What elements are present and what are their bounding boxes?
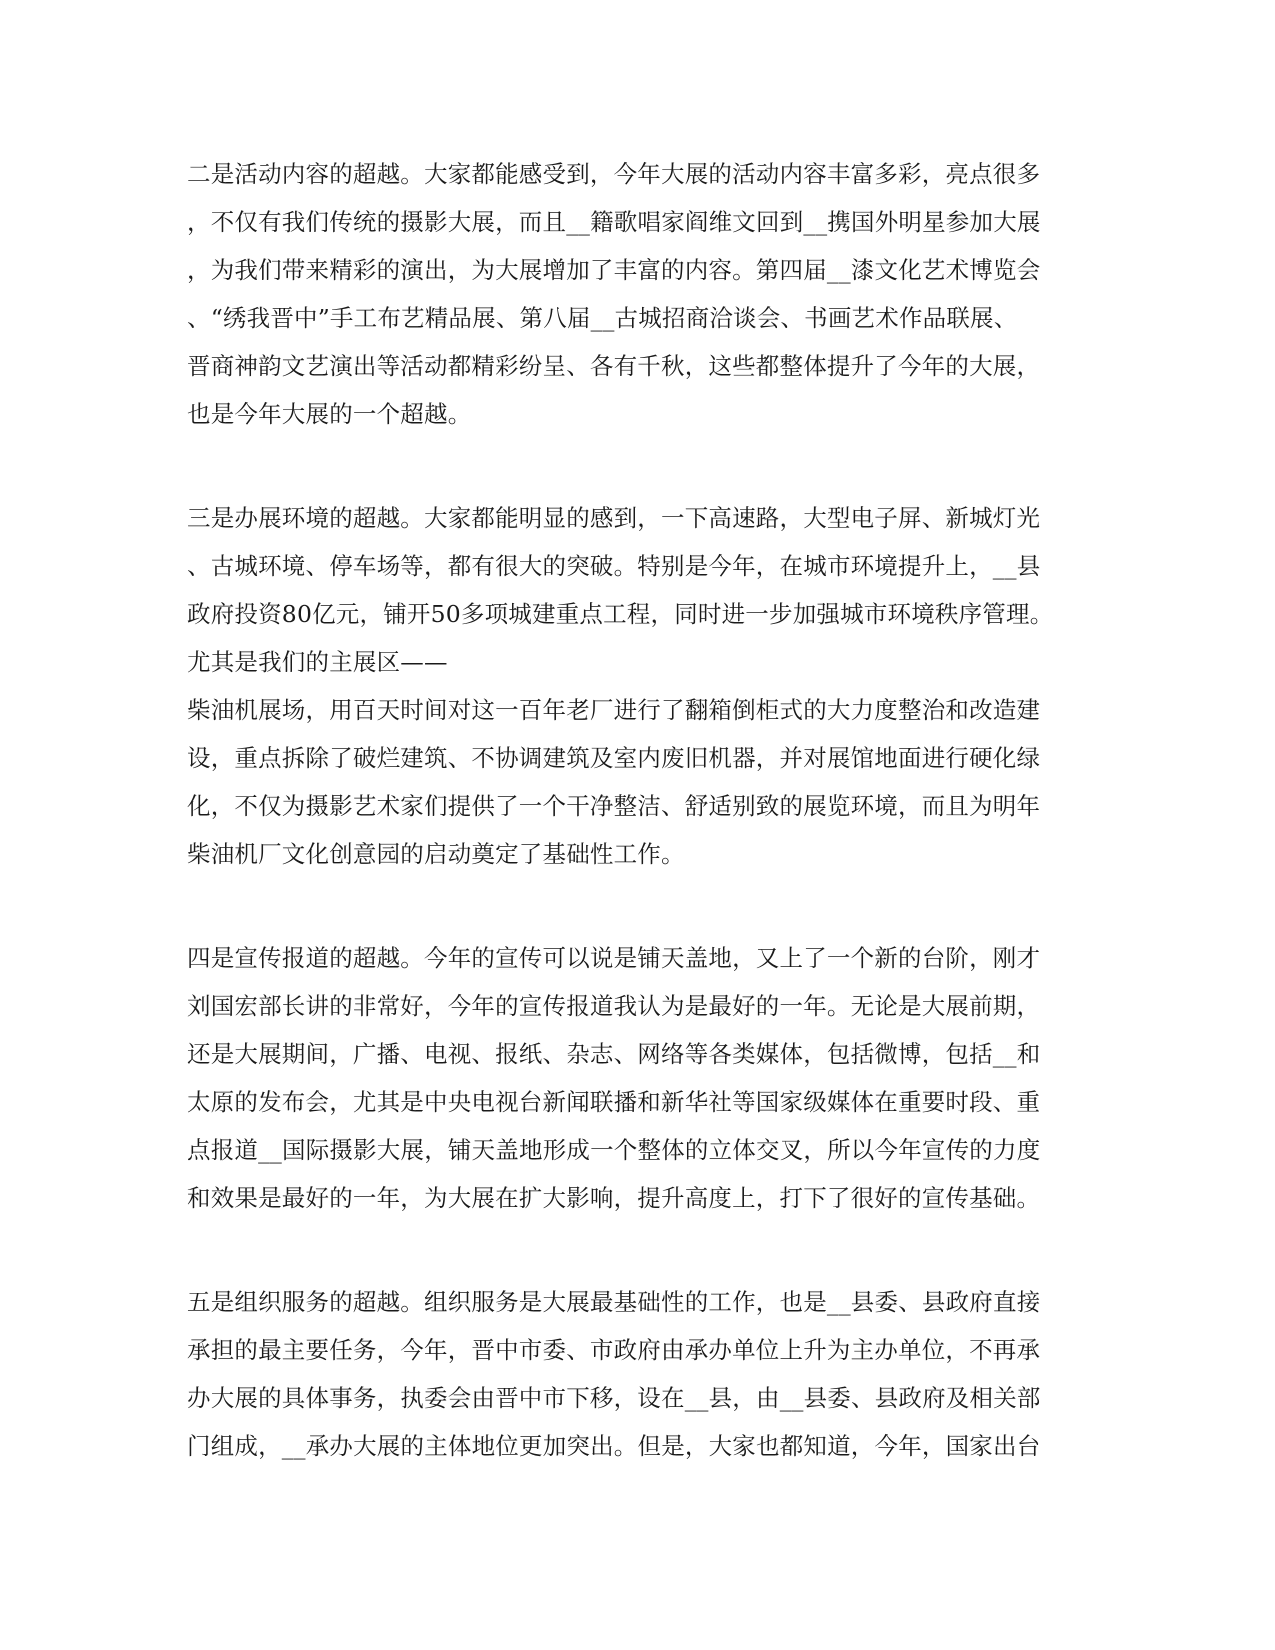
text-line: 三是办展环境的超越。大家都能明显的感到，一下高速路，大型电子屏、新城灯光 bbox=[187, 504, 1041, 532]
text-line: 化，不仅为摄影艺术家们提供了一个干净整洁、舒适别致的展览环境，而且为明年 bbox=[187, 792, 1041, 820]
text-line: 尤其是我们的主展区—— bbox=[187, 648, 448, 676]
document-body bbox=[187, 150, 1087, 1526]
text-line: 政府投资80亿元，铺开50多项城建重点工程，同时进一步加强城市环境秩序管理。 bbox=[187, 600, 1054, 628]
text-line: 二是活动内容的超越。大家都能感受到，今年大展的活动内容丰富多彩，亮点很多 bbox=[187, 160, 1041, 188]
text-line: 、古城环境、停车场等，都有很大的突破。特别是今年，在城市环境提升上，__县 bbox=[187, 552, 1041, 580]
text-line: 晋商神韵文艺演出等活动都精彩纷呈、各有千秋，这些都整体提升了今年的大展， bbox=[187, 352, 1041, 380]
text-line: 柴油机展场，用百天时间对这一百年老厂进行了翻箱倒柜式的大力度整治和改造建 bbox=[187, 696, 1041, 724]
text-line: 刘国宏部长讲的非常好，今年的宣传报道我认为是最好的一年。无论是大展前期， bbox=[187, 992, 1041, 1020]
text-line: 设，重点拆除了破烂建筑、不协调建筑及室内废旧机器，并对展馆地面进行硬化绿 bbox=[187, 744, 1041, 772]
text-line: 太原的发布会，尤其是中央电视台新闻联播和新华社等国家级媒体在重要时段、重 bbox=[187, 1088, 1041, 1116]
text-line: 也是今年大展的一个超越。 bbox=[187, 400, 472, 428]
text-line: 点报道__国际摄影大展，铺天盖地形成一个整体的立体交叉，所以今年宣传的力度 bbox=[187, 1136, 1041, 1164]
text-line: ，为我们带来精彩的演出，为大展增加了丰富的内容。第四届__漆文化艺术博览会 bbox=[187, 256, 1041, 284]
text-line: ，不仅有我们传统的摄影大展，而且__籍歌唱家阎维文回到__携国外明星参加大展 bbox=[187, 208, 1041, 236]
text-line: 承担的最主要任务，今年，晋中市委、市政府由承办单位上升为主办单位，不再承 bbox=[187, 1336, 1041, 1364]
text-line: 、“绣我晋中”手工布艺精品展、第八届__古城招商洽谈会、书画艺术作品联展、 bbox=[187, 304, 1018, 332]
text-line: 柴油机厂文化创意园的启动奠定了基础性工作。 bbox=[187, 840, 685, 868]
paragraph-exhibition-environment bbox=[187, 494, 1087, 878]
text-line: 五是组织服务的超越。组织服务是大展最基础性的工作，也是__县委、县政府直接 bbox=[187, 1288, 1041, 1316]
text-line: 四是宣传报道的超越。今年的宣传可以说是铺天盖地，又上了一个新的台阶，刚才 bbox=[187, 944, 1041, 972]
text-line: 门组成，__承办大展的主体地位更加突出。但是，大家也都知道，今年，国家出台 bbox=[187, 1432, 1041, 1460]
text-line: 还是大展期间，广播、电视、报纸、杂志、网络等各类媒体，包括微博，包括__和 bbox=[187, 1040, 1041, 1068]
text-line: 和效果是最好的一年，为大展在扩大影响，提升高度上，打下了很好的宣传基础。 bbox=[187, 1184, 1041, 1212]
paragraph-activity-content bbox=[187, 150, 1087, 438]
text-line: 办大展的具体事务，执委会由晋中市下移，设在__县，由__县委、县政府及相关部 bbox=[187, 1384, 1041, 1412]
paragraph-publicity bbox=[187, 934, 1087, 1222]
paragraph-organization-service bbox=[187, 1278, 1087, 1470]
